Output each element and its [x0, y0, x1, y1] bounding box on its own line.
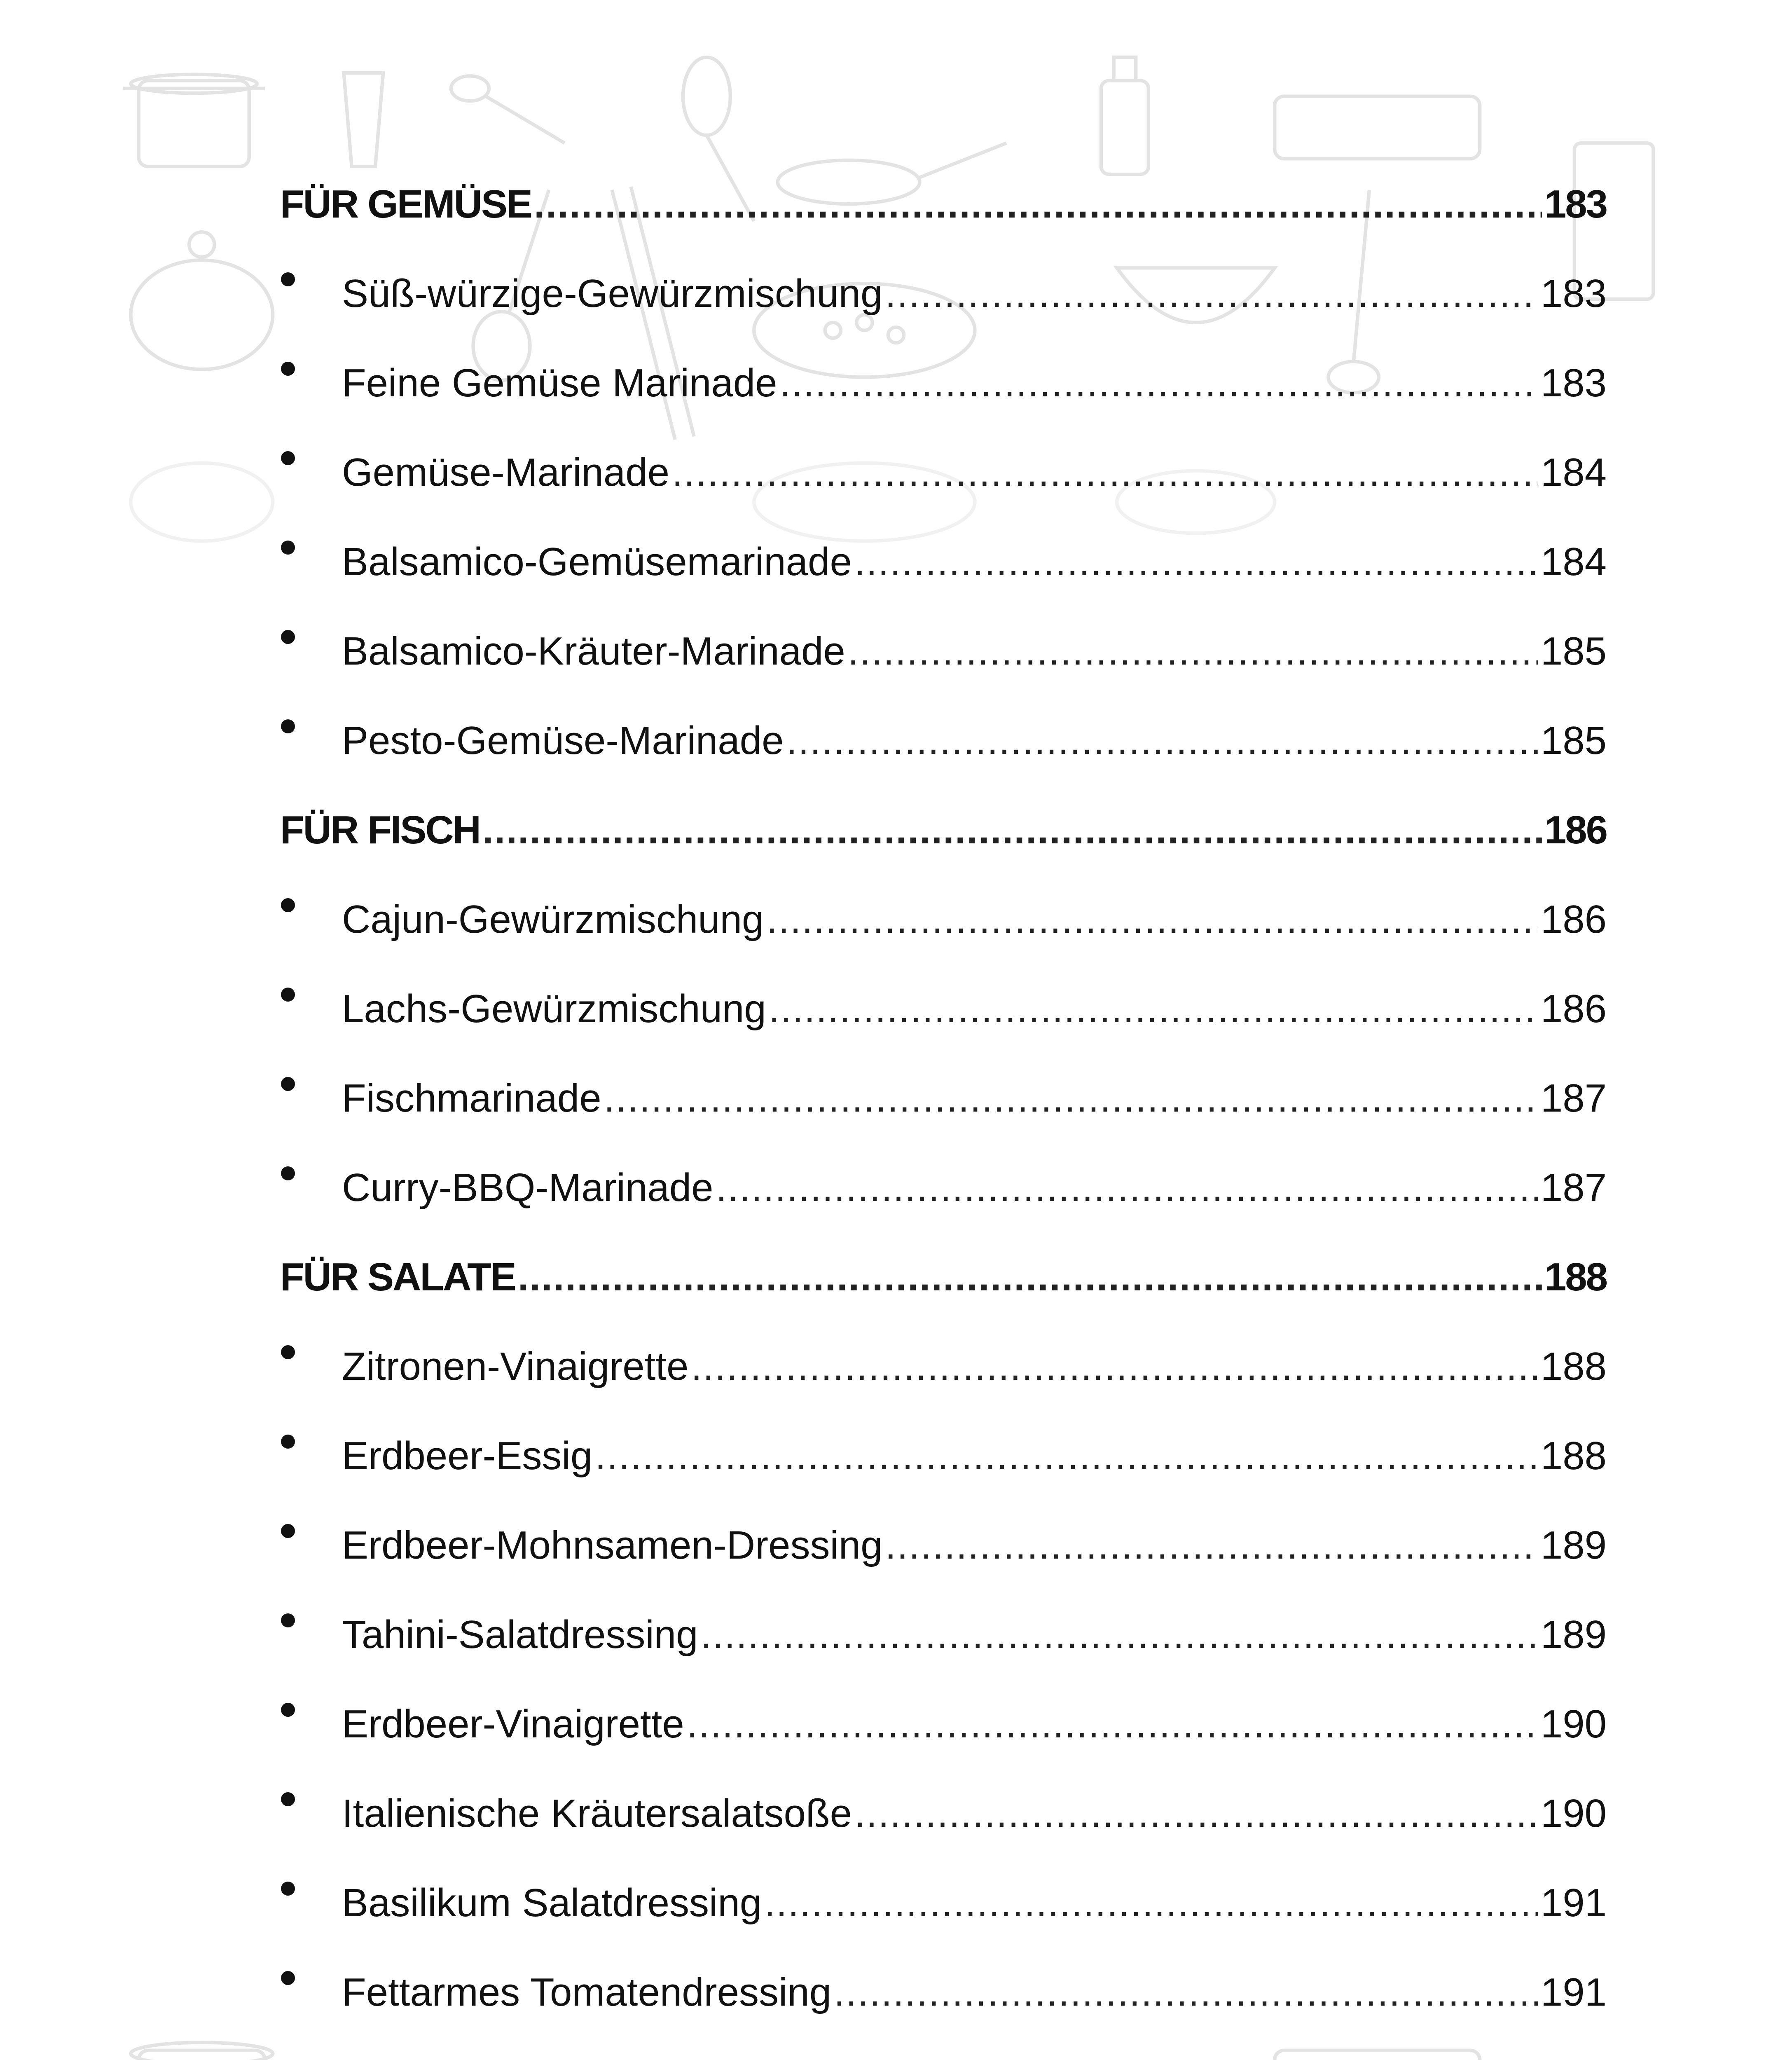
- entry-page-number: 188: [1540, 1344, 1607, 1388]
- spoon-icon: [451, 76, 565, 143]
- dot-leader: [854, 1769, 1538, 1858]
- entry-page-number: 187: [1540, 1166, 1607, 1210]
- bullet-icon: [280, 1428, 342, 1469]
- dot-leader: [780, 338, 1538, 428]
- bullet-icon: [280, 1875, 342, 1916]
- entry-page-number: 186: [1540, 987, 1607, 1031]
- entry-page-number: 185: [1540, 719, 1607, 763]
- entry-page-number: [1541, 2037, 1607, 2060]
- toc-entry[interactable]: [280, 1143, 1607, 1232]
- toc-entry[interactable]: [280, 1948, 1607, 2037]
- toc-entry[interactable]: [280, 1053, 1607, 1143]
- toc-entry[interactable]: [280, 606, 1607, 696]
- glass-icon: [344, 73, 384, 166]
- entry-title: Feine Gemüse Marinade: [342, 361, 777, 405]
- toc-entry[interactable]: [280, 1769, 1607, 1858]
- bullet-icon: [280, 534, 342, 575]
- bullet-icon: [280, 1964, 342, 2006]
- dot-leader: [534, 159, 1542, 249]
- entry-title: Erdbeer-Vinaigrette: [342, 1702, 684, 1746]
- section-title: FÜR FISCH: [280, 808, 480, 852]
- entry-page-number: 184: [1540, 450, 1607, 494]
- entry-page-number: 188: [1540, 1434, 1607, 1478]
- toc-section-heading[interactable]: [280, 159, 1607, 249]
- entry-page-number: 186: [1540, 897, 1607, 941]
- dot-leader: [691, 1322, 1538, 1411]
- entry-page-number: 184: [1540, 540, 1607, 584]
- toc-entry[interactable]: [280, 428, 1607, 517]
- dot-leader: [716, 1143, 1538, 1232]
- bullet-icon: [280, 1517, 342, 1559]
- bullet-icon: [280, 713, 342, 754]
- bullet-icon: [280, 266, 342, 307]
- dot-leader: [700, 1590, 1538, 1679]
- entry-title: Balsamico-Gemüsemarinade: [342, 540, 852, 584]
- entry-page-number: 189: [1540, 1613, 1607, 1657]
- entry-page-number: 187: [1540, 1076, 1607, 1120]
- section-title: FÜR GEMÜSE: [280, 182, 532, 226]
- dot-leader: [889, 2037, 1538, 2060]
- bullet-icon: [280, 981, 342, 1022]
- toc-entry[interactable]: [280, 517, 1607, 606]
- toc-entry[interactable]: [280, 1858, 1607, 1948]
- entry-title: Lachs-Gewürzmischung: [342, 987, 766, 1031]
- dot-leader: [769, 964, 1538, 1053]
- dot-leader: [834, 1948, 1538, 2037]
- entry-title: Cajun-Gewürzmischung: [342, 897, 764, 941]
- entry-title: Süß-würzige-Gewürzmischung: [342, 272, 883, 316]
- dot-leader: [854, 517, 1538, 606]
- mould-icon: [1275, 96, 1480, 159]
- entry-page-number: 190: [1540, 1702, 1607, 1746]
- entry-title: Erdbeer-Mohnsamen-Dressing: [342, 1523, 883, 1567]
- dot-leader: [482, 785, 1542, 875]
- bullet-icon: [280, 445, 342, 486]
- toc-section-heading[interactable]: [280, 1232, 1607, 1322]
- toc-entry[interactable]: [280, 1590, 1607, 1679]
- teapot-icon: [131, 232, 273, 369]
- section-page-number: 188: [1544, 1255, 1607, 1299]
- entry-page-number: 183: [1540, 361, 1607, 405]
- toc-entry[interactable]: [280, 964, 1607, 1053]
- section-title: FÜR SALATE: [280, 1255, 515, 1299]
- entry-title: Italienische Kräutersalatsoße: [342, 1791, 852, 1835]
- toc-entry[interactable]: [280, 875, 1607, 964]
- toc-entry[interactable]: [280, 1679, 1607, 1769]
- entry-page-number: 185: [1540, 629, 1607, 673]
- bullet-icon: [280, 2054, 342, 2060]
- entry-title: Pesto-Gemüse-Marinade: [342, 719, 784, 763]
- table-of-contents: [280, 159, 1607, 2060]
- entry-title: Fettarmes Tomatendressing: [342, 1970, 832, 2014]
- bullet-icon: [280, 623, 342, 665]
- dot-leader: [764, 1858, 1538, 1948]
- entry-title: Zitronen-Vinaigrette: [342, 1344, 689, 1388]
- dot-leader: [766, 875, 1538, 964]
- dot-leader: [518, 1232, 1542, 1322]
- entry-title: Erdbeer-Essig: [342, 1434, 593, 1478]
- entry-title: Gemüse-Marinade: [342, 450, 669, 494]
- dot-leader: [885, 1501, 1538, 1590]
- section-page-number: 183: [1544, 182, 1607, 226]
- toc-entry[interactable]: [280, 1411, 1607, 1501]
- dot-leader: [786, 696, 1538, 785]
- dot-leader: [604, 1053, 1538, 1143]
- toc-entry[interactable]: [280, 249, 1607, 338]
- entry-page-number: 190: [1540, 1791, 1607, 1835]
- entry-page-number: 189: [1540, 1523, 1607, 1567]
- entry-page-number: 183: [1540, 272, 1607, 316]
- bullet-icon: [280, 1339, 342, 1380]
- bullet-icon: [280, 892, 342, 933]
- toc-entry[interactable]: [280, 2037, 1607, 2060]
- dot-leader: [885, 249, 1538, 338]
- entry-title: Balsamico-Kräuter-Marinade: [342, 629, 845, 673]
- entry-title: Basilikum Salatdressing: [342, 1881, 762, 1925]
- dot-leader: [687, 1679, 1538, 1769]
- entry-page-number: 191: [1540, 1881, 1607, 1925]
- toc-entry[interactable]: [280, 696, 1607, 785]
- dot-leader: [672, 428, 1538, 517]
- section-page-number: 186: [1544, 808, 1607, 852]
- bottle-icon: [1101, 57, 1149, 174]
- bullet-icon: [280, 1786, 342, 1827]
- pot-icon: [123, 75, 265, 166]
- toc-entry[interactable]: [280, 338, 1607, 428]
- entry-title: Fischmarinade: [342, 1076, 601, 1120]
- dot-leader: [848, 606, 1538, 696]
- bullet-icon: [280, 1160, 342, 1201]
- dot-leader: [595, 1411, 1538, 1501]
- pot-icon: [131, 2043, 273, 2060]
- toc-entry[interactable]: [280, 1322, 1607, 1411]
- toc-entry[interactable]: [280, 1501, 1607, 1590]
- entry-page-number: 191: [1540, 1970, 1607, 2014]
- bullet-icon: [280, 1070, 342, 1112]
- bullet-icon: [280, 1607, 342, 1648]
- entry-title: Curry-BBQ-Marinade: [342, 1166, 714, 1210]
- bullet-icon: [280, 355, 342, 396]
- entry-title: [342, 2037, 887, 2060]
- bullet-icon: [280, 1696, 342, 1737]
- entry-title: Tahini-Salatdressing: [342, 1613, 698, 1657]
- toc-section-heading[interactable]: [280, 785, 1607, 875]
